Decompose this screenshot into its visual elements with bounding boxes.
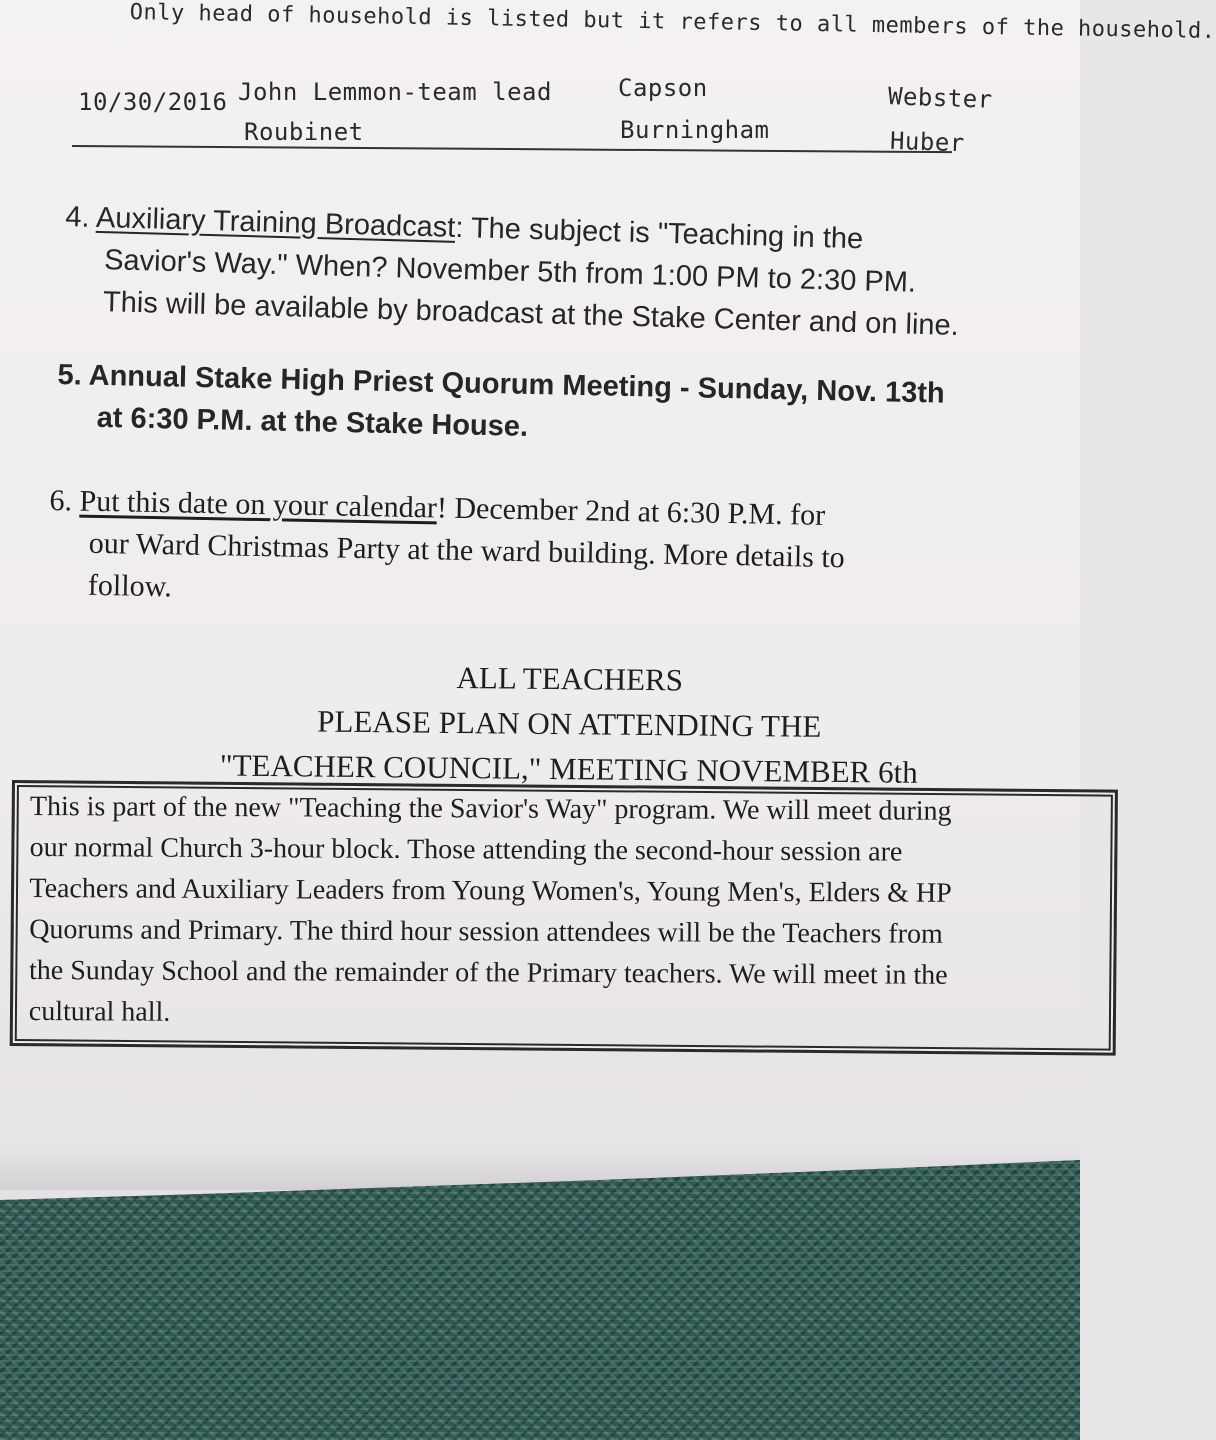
item-4-title: Auxiliary Training Broadcast <box>95 201 456 244</box>
schedule-col1-line2: Roubinet <box>244 118 364 146</box>
item-5-line2: at 6:30 P.M. at the Stake House. <box>96 401 529 443</box>
boxed-note-line: Teachers and Auxiliary Leaders from Young Women's, Young Men's, Elders & HP <box>29 872 952 909</box>
item-6-line3: follow. <box>87 568 173 604</box>
fabric-background <box>0 1160 1080 1440</box>
item-4-number: 4. <box>64 200 91 234</box>
item-6-number: 6. <box>49 483 73 518</box>
item-5-line1: Annual Stake High Priest Quorum Meeting - Sunday, Nov. 13th <box>88 359 946 410</box>
schedule-col2-line2: Burningham <box>620 116 770 144</box>
boxed-note <box>29 786 1070 1037</box>
item-6-line2: our Ward Christmas Party at the ward building. More details to <box>88 526 846 575</box>
item-4-line3: This will be available by broadcast at the Stake Center and on line. <box>102 286 960 342</box>
boxed-note-line: Quorums and Primary. The third hour session attendees will be the Teachers from <box>29 913 943 950</box>
schedule-col3-line1: Webster <box>887 82 994 114</box>
schedule-divider <box>72 145 952 153</box>
item-5-number: 5. <box>57 358 83 392</box>
item-5-quorum-meeting <box>56 354 1058 459</box>
boxed-note-line: our normal Church 3-hour block. Those attending the second-hour session are <box>29 831 903 868</box>
item-6-title: Put this date on your calendar <box>79 484 438 525</box>
household-note: Only head of household is listed but it refers to all members of the household. <box>129 0 1216 44</box>
announcement-line2: PLEASE PLAN ON ATTENDING THE <box>317 703 822 744</box>
announcement-line3: "TEACHER COUNCIL," MEETING NOVEMBER 6th <box>219 747 918 790</box>
boxed-note-line: the Sunday School and the remainder of the Primary teachers. We will meet in the <box>28 954 948 991</box>
teacher-council-announcement <box>169 652 970 795</box>
schedule-date: 10/30/2016 <box>78 88 228 116</box>
schedule-col2-line1: Capson <box>618 74 708 102</box>
boxed-note-line: cultural hall. <box>28 995 171 1028</box>
item-4-line2: Savior's Way." When? November 5th from 1:00 PM to 2:30 PM. <box>103 244 917 299</box>
item-6-line1: ! December 2nd at 6:30 P.M. for <box>436 491 826 532</box>
item-4-training-broadcast <box>62 196 1085 350</box>
announcement-line1: ALL TEACHERS <box>456 660 684 698</box>
item-6-christmas-party <box>48 480 1050 625</box>
schedule-col1-line1: John Lemmon-team lead <box>238 78 552 106</box>
item-4-line1: : The subject is "Teaching in the <box>454 211 864 256</box>
boxed-note-line: This is part of the new "Teaching the Savior's Way" program. We will meet during <box>29 790 952 827</box>
schedule-col3-line2: Huber <box>889 126 966 158</box>
